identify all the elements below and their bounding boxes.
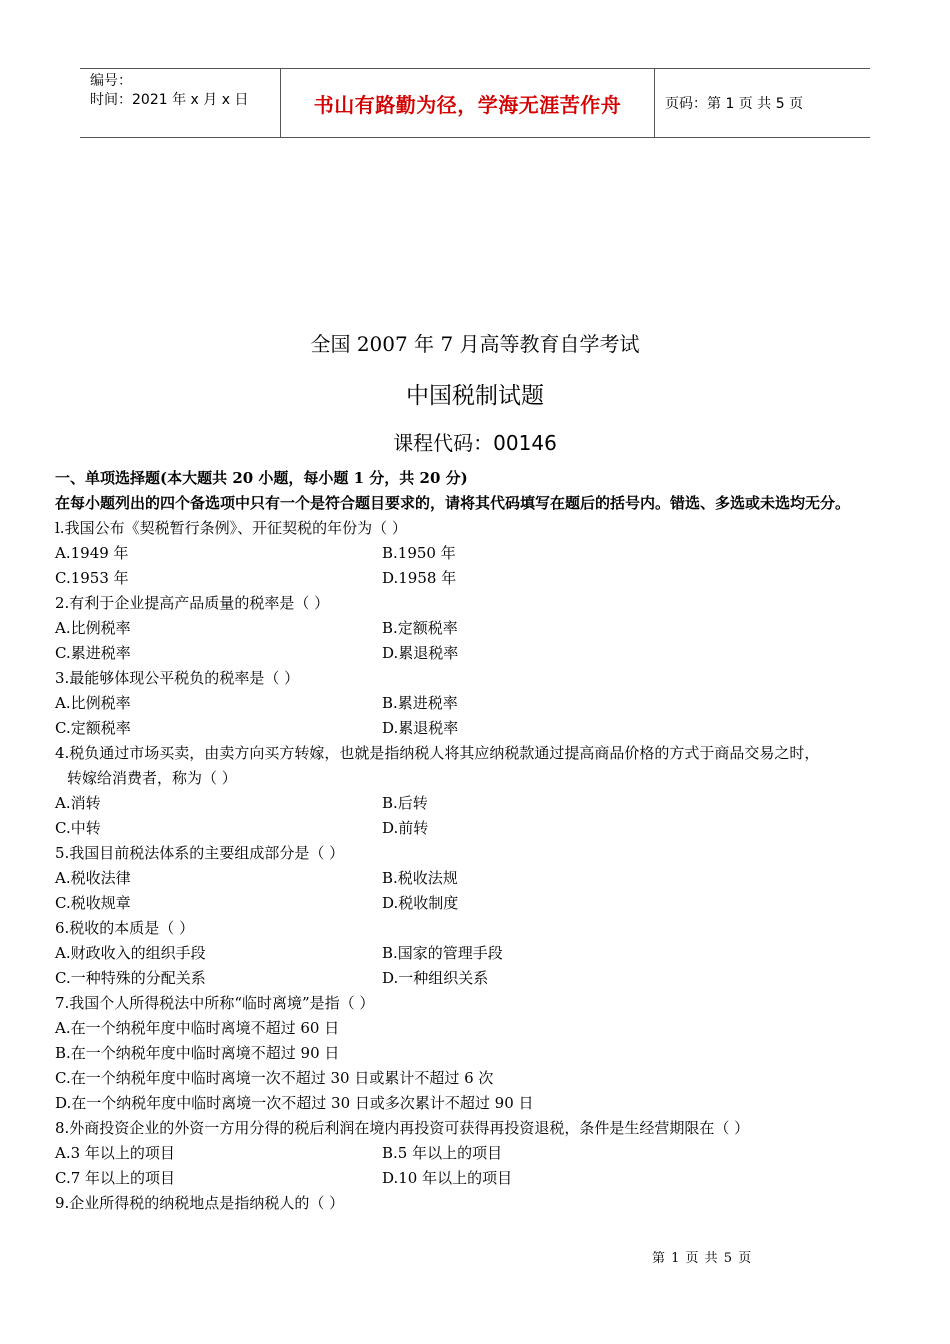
option: B.后转 xyxy=(382,794,428,812)
option-row xyxy=(55,941,915,966)
option: A.财政收入的组织手段 xyxy=(55,944,206,962)
option: D.前转 xyxy=(382,819,429,837)
option: C.一种特殊的分配关系 xyxy=(55,969,206,987)
option: A.消转 xyxy=(55,794,101,812)
option: B.税收法规 xyxy=(382,869,458,887)
option: A.比例税率 xyxy=(55,619,131,637)
option: D.税收制度 xyxy=(382,894,459,912)
option-row xyxy=(55,891,915,916)
header-divider xyxy=(654,69,655,137)
exam-body xyxy=(55,466,915,1216)
exam-title: 全国 2007 年 7 月高等教育自学考试 xyxy=(310,332,640,356)
option: B.5 年以上的项目 xyxy=(382,1144,503,1162)
option: C.在一个纳税年度中临时离境一次不超过 30 日或累计不超过 6 次 xyxy=(55,1069,494,1087)
section-heading: 一、单项选择题(本大题共 20 小题，每小题 1 分，共 20 分) xyxy=(55,469,468,487)
option-row xyxy=(55,1141,915,1166)
question-stem: l.我国公布《契税暂行条例》、开征契税的年份为（ ） xyxy=(55,519,407,537)
option: C.7 年以上的项目 xyxy=(55,1169,176,1187)
question-stem: 4.税负通过市场买卖，由卖方向买方转嫁，也就是指纳税人将其应纳税款通过提高商品价格的方式于商品交易之时， xyxy=(55,744,820,762)
option: C.定额税率 xyxy=(55,719,131,737)
question-stem: 3.最能够体现公平税负的税率是（ ） xyxy=(55,669,300,687)
header-meta xyxy=(90,72,248,110)
option-row xyxy=(55,816,915,841)
option: A.3 年以上的项目 xyxy=(55,1144,175,1162)
option: C.累进税率 xyxy=(55,644,131,662)
option: B.1950 年 xyxy=(382,544,456,562)
option: B.累进税率 xyxy=(382,694,458,712)
exam-subject: 中国税制试题 xyxy=(406,383,544,409)
page-footer: 第 1 页 共 5 页 xyxy=(652,1251,753,1266)
option-row xyxy=(55,1166,915,1191)
option-row xyxy=(55,716,915,741)
question-stem: 8.外商投资企业的外资一方用分得的税后利润在境内再投资可获得再投资退税，条件是生经营期限在（ ） xyxy=(55,1119,750,1137)
option: A.1949 年 xyxy=(55,544,129,562)
option-row xyxy=(55,641,915,666)
option-row xyxy=(55,866,915,891)
option-row xyxy=(55,691,915,716)
course-code: 课程代码：00146 xyxy=(393,431,557,455)
header-motto: 书山有路勤为径，学海无涯苦作舟 xyxy=(313,92,622,117)
option: B.在一个纳税年度中临时离境不超过 90 日 xyxy=(55,1044,340,1062)
option: A.税收法律 xyxy=(55,869,131,887)
section-instruction: 在每小题列出的四个备选项中只有一个是符合题目要求的，请将其代码填写在题后的括号内。错选、多选或未选均无分。 xyxy=(55,494,851,512)
option: D.一种组织关系 xyxy=(382,969,489,987)
document-date: 时间：2021 年 x 月 x 日 xyxy=(90,92,249,108)
question-stem-continued: 转嫁给消费者，称为（ ） xyxy=(67,769,237,787)
page-header xyxy=(80,68,870,138)
option: D.累退税率 xyxy=(382,719,459,737)
question-stem: 5.我国目前税法体系的主要组成部分是（ ） xyxy=(55,844,345,862)
option: C.税收规章 xyxy=(55,894,131,912)
option-row xyxy=(55,541,915,566)
question-stem: 6.税收的本质是（ ） xyxy=(55,919,195,937)
option: A.比例税率 xyxy=(55,694,131,712)
option-row xyxy=(55,791,915,816)
option: D.1958 年 xyxy=(382,569,457,587)
option: B.国家的管理手段 xyxy=(382,944,503,962)
option: C.1953 年 xyxy=(55,569,129,587)
option-row xyxy=(55,616,915,641)
option-row xyxy=(55,966,915,991)
option: D.10 年以上的项目 xyxy=(382,1169,513,1187)
question-stem: 2.有利于企业提高产品质量的税率是（ ） xyxy=(55,594,330,612)
question-stem: 7.我国个人所得税法中所称“临时离境”是指（ ） xyxy=(55,994,375,1012)
document-number-label: 编号： xyxy=(90,73,132,89)
option: A.在一个纳税年度中临时离境不超过 60 日 xyxy=(55,1019,340,1037)
option-row xyxy=(55,566,915,591)
option: D.在一个纳税年度中临时离境一次不超过 30 日或多次累计不超过 90 日 xyxy=(55,1094,534,1112)
option: B.定额税率 xyxy=(382,619,458,637)
option: D.累退税率 xyxy=(382,644,459,662)
question-stem: 9.企业所得税的纳税地点是指纳税人的（ ） xyxy=(55,1194,345,1212)
header-page-info: 页码：第 1 页 共 5 页 xyxy=(665,96,804,112)
option: C.中转 xyxy=(55,819,101,837)
